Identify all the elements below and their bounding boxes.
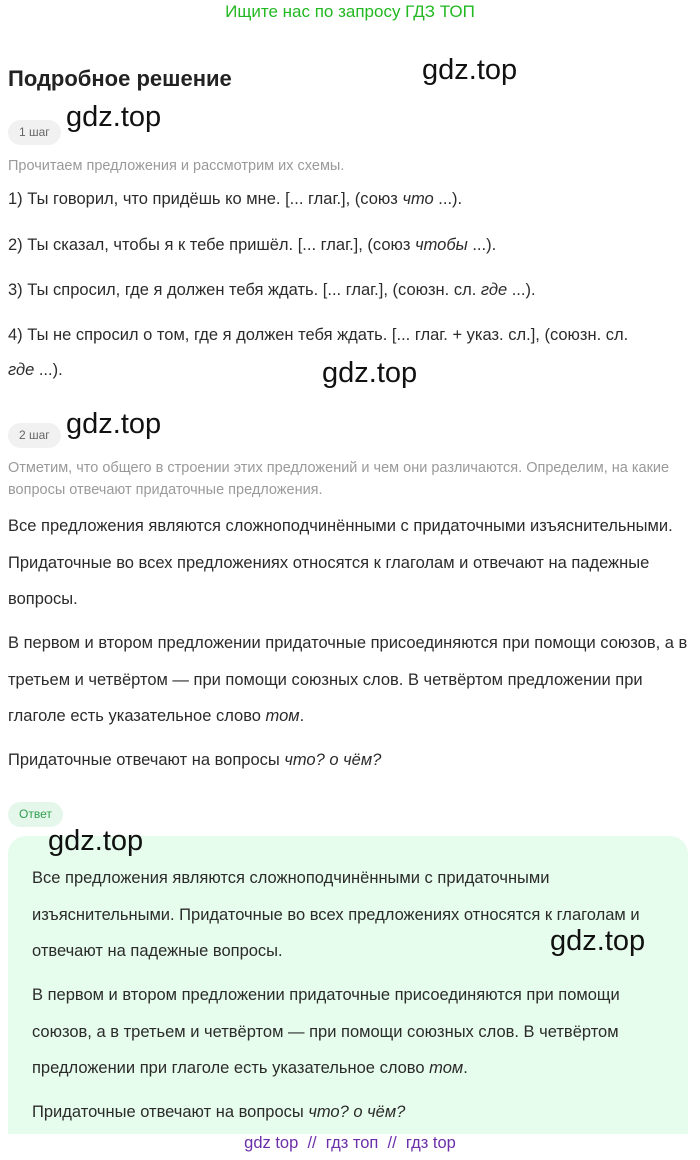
watermark: gdz.top [48, 825, 144, 857]
watermark: gdz.top [322, 357, 418, 389]
answer-paragraph: Придаточные отвечают на вопросы что? о чём? [32, 1103, 406, 1121]
answer-box [8, 836, 688, 1134]
solution-paragraph: Придаточные отвечают на вопросы что? о чём? [8, 751, 382, 769]
answer-paragraph: В первом и втором предложении придаточные присоединяются при помощи союзов, а в третьем и четвёртом — при помощи союзных слов. В четвёртом предложении при глаголе есть указательное слово том. [32, 986, 620, 1077]
answer-paragraph: Все предложения являются сложноподчинёнными с придаточными изъяснительными. Придаточные во всех предложениях относятся к глаголам и отвечают на падежные вопросы. [32, 869, 640, 960]
sentence-4-continued: где ...). [8, 361, 63, 379]
page-title: Подробное решение [8, 66, 232, 91]
sentence-4: 4) Ты не спросил о том, где я должен тебя ждать. [... глаг. + указ. сл.], (союзн. сл. [8, 326, 629, 344]
answer-badge: Ответ [8, 802, 63, 827]
step-hint: Прочитаем предложения и рассмотрим их схемы. [8, 158, 345, 174]
step-badge: 2 шаг [8, 423, 61, 448]
watermark: gdz.top [66, 101, 162, 133]
sentence-1: 1) Ты говорил, что придёшь ко мне. [... глаг.], (союз что ...). [8, 190, 463, 208]
watermark: gdz.top [550, 925, 646, 957]
step-badge: 1 шаг [8, 120, 61, 145]
sentence-2: 2) Ты сказал, чтобы я к тебе пришёл. [... глаг.], (союз чтобы ...). [8, 236, 497, 254]
solution-paragraph: В первом и втором предложении придаточные присоединяются при помощи союзов, а в третьем и четвёртом — при помощи союзных слов. В четвёртом предложении при глаголе есть указательное слово том. [8, 634, 688, 725]
watermark: gdz.top [66, 408, 162, 440]
promo-banner: Ищите нас по запросу ГДЗ ТОП [225, 2, 475, 21]
sentence-3: 3) Ты спросил, где я должен тебя ждать. [... глаг.], (союзн. сл. где ...). [8, 281, 536, 299]
footer-links: gdz top // гдз топ // гдз top [244, 1134, 456, 1152]
solution-paragraph: Все предложения являются сложноподчинёнными с придаточными изъяснительными. Придаточные во всех предложениях относятся к глаголам и отвечают на падежные вопросы. [8, 517, 673, 608]
watermark: gdz.top [422, 54, 518, 86]
step-hint: Отметим, что общего в строении этих предложений и чем они различаются. Определим, на какие вопросы отвечают придаточные предложения. [8, 460, 670, 498]
